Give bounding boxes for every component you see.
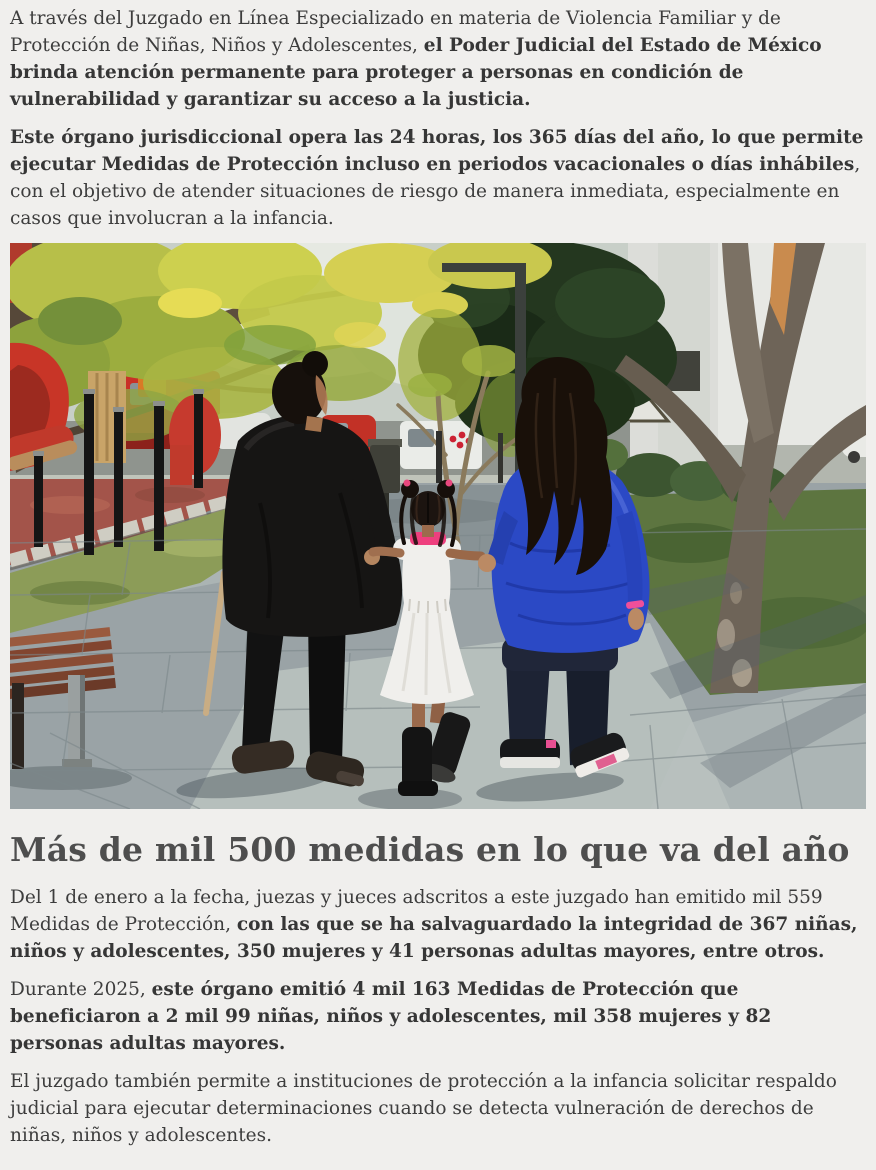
operation-text: , con el objetivo de atender situaciones de riesgo de manera inmediata, especialmente en casos que involucran a la infancia. (10, 154, 861, 229)
intro-paragraph (10, 5, 866, 113)
intro-text: A través del Juzgado en Línea Especializado en materia de Violencia Familiar y de Protección de Niñas, Niños y Adolescentes, (10, 8, 781, 56)
stats-2025-text: Durante 2025, (10, 979, 152, 1000)
closing-text: El juzgado también permite a instituciones de protección a la infancia solicitar respaldo judicial para ejecutar determinaciones cuando se detecta vulneración de derechos de niñas, niños y adolescentes. (10, 1071, 837, 1146)
intro-bold-text: el Poder Judicial del Estado de México brinda atención permanente para proteger a personas en condición de vulnerabilidad y garantizar su acceso a la justicia. (10, 35, 822, 110)
ytd-text: Del 1 de enero a la fecha, juezas y jueces adscritos a este juzgado han emitido mil 559 Medidas de Protección, (10, 887, 823, 935)
article-photo (10, 243, 866, 809)
ytd-paragraph (10, 884, 866, 965)
stats-2025-paragraph (10, 976, 866, 1057)
operation-paragraph (10, 124, 866, 232)
ytd-bold-text: con las que se ha salvaguardado la integridad de 367 niñas, niños y adolescentes, 350 mujeres y 41 personas adultas mayores, entre otros. (10, 914, 858, 962)
closing-paragraph (10, 1068, 866, 1149)
stats-2025-bold-text: este órgano emitió 4 mil 163 Medidas de Protección que beneficiaron a 2 mil 99 niñas, niños y adolescentes, mil 358 mujeres y 82 personas adultas mayores. (10, 979, 772, 1054)
section-heading: Más de mil 500 medidas en lo que va del año (10, 830, 850, 869)
operation-bold-text: Este órgano jurisdiccional opera las 24 horas, los 365 días del año, lo que permite ejecutar Medidas de Protección incluso en periodos vacacionales o días inhábiles (10, 127, 864, 175)
